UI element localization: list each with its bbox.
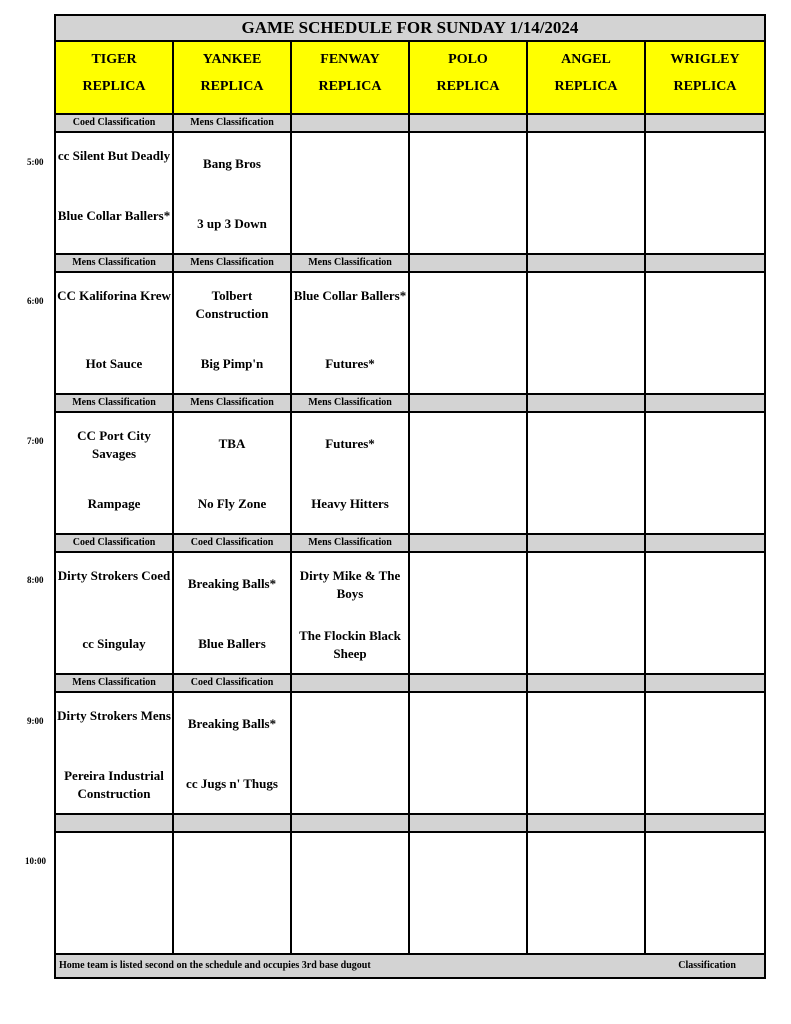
classification-label	[292, 115, 410, 131]
game-cell	[292, 413, 410, 533]
home-team: The Flockin Black Sheep	[299, 628, 401, 661]
game-cell	[56, 413, 174, 533]
classification-row	[56, 675, 764, 693]
field-name: TIGER	[91, 52, 137, 67]
game-cell	[646, 833, 764, 953]
field-header	[56, 42, 174, 113]
game-cell	[410, 133, 528, 253]
game-cell	[56, 273, 174, 393]
classification-row	[56, 815, 764, 833]
away-team: Bang Bros	[203, 156, 261, 171]
game-cell	[56, 693, 174, 813]
home-team-note: Home team is listed second on the schedule and occupies 3rd base dugout	[59, 960, 371, 971]
time-slot-row	[56, 413, 764, 535]
classification-label	[292, 815, 410, 831]
footer-classification-label: Classification	[678, 960, 736, 971]
away-team: Dirty Strokers Mens	[57, 708, 171, 723]
schedule-title: GAME SCHEDULE FOR SUNDAY 1/14/2024	[56, 16, 764, 42]
field-header-row	[56, 42, 764, 115]
classification-row	[56, 535, 764, 553]
game-cell	[646, 693, 764, 813]
classification-label: Coed Classification	[56, 535, 174, 551]
away-team: Tolbert Construction	[195, 288, 269, 321]
game-cell	[292, 833, 410, 953]
classification-label	[410, 675, 528, 691]
game-cell	[292, 273, 410, 393]
game-cell	[174, 133, 292, 253]
field-header	[646, 42, 764, 113]
classification-label: Coed Classification	[174, 675, 292, 691]
game-cell	[646, 553, 764, 673]
field-name: FENWAY	[320, 52, 380, 67]
schedule-footer	[56, 955, 764, 977]
home-team: cc Singulay	[82, 636, 146, 651]
classification-label	[528, 815, 646, 831]
time-slot-row	[56, 273, 764, 395]
home-team: Pereira Industrial Construction	[64, 768, 164, 801]
field-subtitle: REPLICA	[436, 79, 500, 94]
classification-label	[646, 255, 764, 271]
home-team: Blue Ballers	[198, 636, 266, 651]
game-cell	[528, 553, 646, 673]
home-team: Hot Sauce	[85, 356, 143, 371]
away-team: CC Port City Savages	[77, 428, 151, 461]
classification-label	[646, 675, 764, 691]
classification-label: Mens Classification	[292, 255, 410, 271]
time-label: 5:00	[27, 157, 44, 167]
classification-label: Mens Classification	[292, 535, 410, 551]
classification-label: Mens Classification	[56, 255, 174, 271]
field-header	[292, 42, 410, 113]
classification-label: Coed Classification	[56, 115, 174, 131]
game-cell	[410, 413, 528, 533]
time-slot-row	[56, 693, 764, 815]
time-label: 9:00	[27, 716, 44, 726]
field-name: YANKEE	[202, 52, 262, 67]
field-name: WRIGLEY	[670, 52, 740, 67]
schedule-table	[54, 14, 766, 979]
game-cell	[528, 693, 646, 813]
game-cell	[174, 693, 292, 813]
classification-label: Mens Classification	[174, 255, 292, 271]
game-cell	[528, 133, 646, 253]
away-team: Futures*	[325, 436, 375, 451]
away-team: Breaking Balls*	[187, 576, 277, 591]
field-subtitle: REPLICA	[200, 79, 264, 94]
home-team: No Fly Zone	[197, 496, 267, 511]
field-subtitle: REPLICA	[82, 79, 146, 94]
time-slot-row	[56, 553, 764, 675]
classification-label	[528, 395, 646, 411]
classification-row	[56, 255, 764, 273]
away-team: Dirty Strokers Coed	[57, 568, 171, 583]
home-team: Big Pimp'n	[200, 356, 264, 371]
classification-row	[56, 115, 764, 133]
game-cell	[292, 693, 410, 813]
game-cell	[56, 833, 174, 953]
game-cell	[410, 693, 528, 813]
home-team: Futures*	[325, 356, 375, 371]
classification-label: Mens Classification	[56, 675, 174, 691]
classification-label	[528, 255, 646, 271]
away-team: Dirty Mike & The Boys	[299, 568, 401, 601]
game-cell	[174, 413, 292, 533]
time-label: 6:00	[27, 296, 44, 306]
classification-label	[646, 815, 764, 831]
home-team: cc Jugs n' Thugs	[186, 776, 278, 791]
game-cell	[56, 553, 174, 673]
time-label: 8:00	[27, 575, 44, 585]
field-name: POLO	[448, 52, 488, 67]
home-team: 3 up 3 Down	[197, 216, 267, 231]
game-cell	[292, 553, 410, 673]
classification-label	[528, 115, 646, 131]
game-cell	[528, 273, 646, 393]
away-team: CC Kaliforina Krew	[57, 288, 171, 303]
classification-row	[56, 395, 764, 413]
classification-label	[646, 115, 764, 131]
classification-label	[646, 395, 764, 411]
game-cell	[410, 553, 528, 673]
classification-label	[410, 255, 528, 271]
classification-label	[174, 815, 292, 831]
field-header	[528, 42, 646, 113]
away-team: Blue Collar Ballers*	[293, 288, 407, 303]
time-slot-row	[56, 133, 764, 255]
field-subtitle: REPLICA	[673, 79, 737, 94]
game-cell	[174, 553, 292, 673]
game-cell	[646, 413, 764, 533]
classification-label: Mens Classification	[174, 395, 292, 411]
field-subtitle: REPLICA	[554, 79, 618, 94]
home-team: Rampage	[87, 496, 141, 511]
time-label: 10:00	[25, 856, 46, 866]
field-header	[410, 42, 528, 113]
classification-label	[410, 395, 528, 411]
classification-label	[56, 815, 174, 831]
classification-label	[646, 535, 764, 551]
home-team: Blue Collar Ballers*	[57, 208, 171, 223]
classification-label: Mens Classification	[174, 115, 292, 131]
away-team: TBA	[218, 436, 246, 451]
game-cell	[528, 833, 646, 953]
game-cell	[528, 413, 646, 533]
game-cell	[174, 833, 292, 953]
game-cell	[646, 133, 764, 253]
time-slot-row	[56, 833, 764, 955]
away-team: cc Silent But Deadly	[57, 148, 171, 163]
field-header	[174, 42, 292, 113]
game-cell	[410, 833, 528, 953]
classification-label: Coed Classification	[174, 535, 292, 551]
classification-label	[410, 115, 528, 131]
classification-label	[410, 815, 528, 831]
game-cell	[292, 133, 410, 253]
field-name: ANGEL	[561, 52, 611, 67]
classification-label: Mens Classification	[56, 395, 174, 411]
time-label: 7:00	[27, 436, 44, 446]
classification-label	[292, 675, 410, 691]
game-cell	[174, 273, 292, 393]
field-subtitle: REPLICA	[318, 79, 382, 94]
game-cell	[410, 273, 528, 393]
game-cell	[646, 273, 764, 393]
game-cell	[56, 133, 174, 253]
classification-label: Mens Classification	[292, 395, 410, 411]
classification-label	[410, 535, 528, 551]
classification-label	[528, 535, 646, 551]
away-team: Breaking Balls*	[187, 716, 277, 731]
home-team: Heavy Hitters	[311, 496, 389, 511]
classification-label	[528, 675, 646, 691]
